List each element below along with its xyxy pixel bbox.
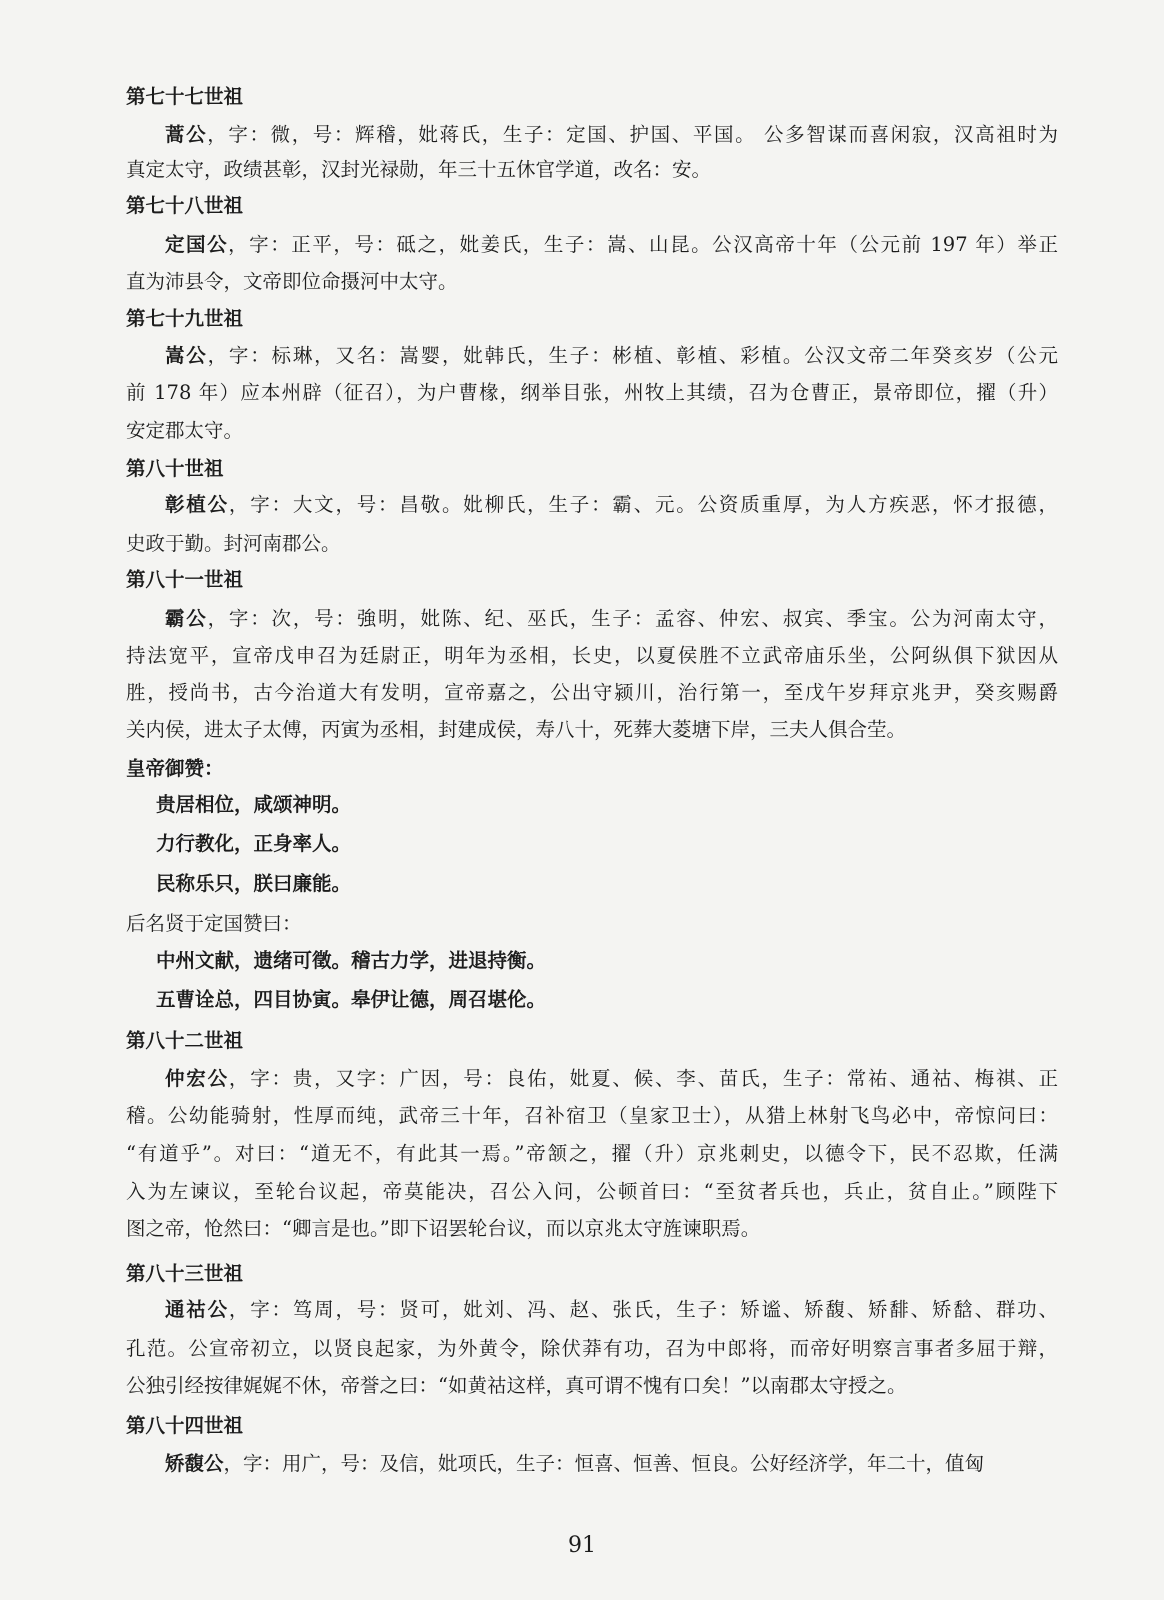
paragraph-line: “有道乎”。对曰：“道无不，有此其一焉。”帝颔之，擢（升）京兆刺史，以德令下，民不忍欺，任满 (126, 1142, 1058, 1165)
ancestor-name: 矫馥公 (165, 1452, 224, 1475)
paragraph-line: 安定郡太守。 (126, 419, 244, 442)
paragraph-first-line (165, 343, 1058, 369)
paragraph-first-line (165, 606, 1058, 632)
paragraph-text: ，字：用广，号：及信，妣项氏，生子：恒喜、恒善、恒良。公好经济学，年二十，值匈 (223, 1452, 985, 1475)
paragraph-first-line (165, 1066, 1058, 1092)
section-heading: 第七十九世祖 (126, 307, 244, 330)
paragraph-line: 入为左谏议，至轮台议起，帝莫能决，召公入问，公顿首曰：“至贫者兵也，兵止，贫自止。”顾陛下 (126, 1180, 1058, 1203)
ancestor-name: 彰植公 (165, 493, 229, 516)
page-number: 91 (568, 1533, 596, 1558)
intro-line: 后名贤于定国赞曰： (126, 912, 302, 935)
verse-line: 贵居相位，咸颂神明。 (156, 793, 352, 816)
section-heading: 第八十二世祖 (126, 1029, 244, 1052)
ancestor-name: 霸公 (165, 607, 208, 630)
paragraph-first-line (165, 232, 1058, 258)
verse-line: 五曹诠总，四目协寅。皋伊让德，周召堪伦。 (156, 988, 547, 1011)
paragraph-line: 关内侯，进太子太傅，丙寅为丞相，封建成侯，寿八十，死葬大菱塘下岸，三夫人俱合茔。 (126, 718, 907, 741)
ancestor-name: 定国公 (165, 233, 229, 256)
paragraph-first-line (165, 492, 1058, 518)
paragraph-line: 公独引经按律娓娓不休，帝誉之曰：“如黄祜这样，真可谓不愧有口矣！”以南郡太守授之。 (126, 1374, 907, 1397)
section-heading: 皇帝御赞： (126, 757, 224, 780)
ancestor-name: 通祜公 (165, 1298, 229, 1321)
verse-line: 力行教化，正身率人。 (156, 832, 352, 855)
section-heading: 第七十七世祖 (126, 85, 244, 108)
paragraph-text: ，字：笃周，号：贤可，妣刘、冯、赵、张氏，生子：矫谧、矫馥、矫馡、矫馠、群功、 (228, 1298, 1058, 1321)
section-heading: 第七十八世祖 (126, 194, 244, 217)
paragraph-text: ，字：贵，又字：广因，号：良佑，妣夏、候、李、苗氏，生子：常祐、通祜、梅祺、正 (228, 1067, 1058, 1090)
ancestor-name: 蒿公 (165, 123, 208, 146)
paragraph-line: 前 178 年）应本州辟（征召），为户曹椽，纲举目张，州牧上其绩，召为仓曹正，景帝即位，擢（升） (126, 381, 1058, 404)
paragraph-text: ，字：标琳，又名：嵩婴，妣韩氏，生子：彬植、彰植、彩植。公汉文帝二年癸亥岁（公元 (207, 344, 1058, 367)
paragraph-line: 孔范。公宣帝初立，以贤良起家，为外黄令，除伏莽有功，召为中郎将，而帝好明察言事者多屈于辩， (126, 1337, 1058, 1360)
paragraph-line: 胜，授尚书，古今治道大有发明，宣帝嘉之，公出守颍川，治行第一，至戊午岁拜京兆尹，癸亥赐爵 (126, 681, 1058, 704)
paragraph-line: 稽。公幼能骑射，性厚而纯，武帝三十年，召补宿卫（皇家卫士），从猎上林射飞鸟必中，帝惊问曰： (126, 1104, 1058, 1127)
paragraph-text: ，字：微，号：辉稽，妣蒋氏，生子：定国、护国、平国。 公多智谋而喜闲寂，汉高祖时为 (207, 123, 1058, 146)
paragraph-line: 真定太守，政绩甚彰，汉封光禄勋，年三十五休官学道，改名：安。 (126, 158, 712, 181)
section-heading: 第八十世祖 (126, 457, 224, 480)
section-heading: 第八十四世祖 (126, 1414, 244, 1437)
paragraph-first-line (165, 122, 1058, 148)
verse-line: 民称乐只，朕曰廉能。 (156, 872, 352, 895)
paragraph-line: 史政于勤。封河南郡公。 (126, 532, 341, 555)
paragraph-line: 持法宽平，宣帝戊申召为廷尉正，明年为丞相，长史，以夏侯胜不立武帝庙乐坐，公阿纵俱下狱因从 (126, 644, 1058, 667)
paragraph-first-line (165, 1451, 1058, 1477)
paragraph-first-line (165, 1297, 1058, 1323)
paragraph-text: ，字：正平，号：砥之，妣姜氏，生子：嵩、山昆。公汉高帝十年（公元前 197 年）举正 (228, 233, 1058, 256)
section-heading: 第八十一世祖 (126, 568, 244, 591)
paragraph-line: 直为沛县令，文帝即位命摄河中太守。 (126, 270, 458, 293)
section-heading: 第八十三世祖 (126, 1262, 244, 1285)
ancestor-name: 仲宏公 (165, 1067, 229, 1090)
verse-line: 中州文献，遗绪可徵。稽古力学，进退持衡。 (156, 949, 547, 972)
paragraph-line: 图之帝，怆然曰：“卿言是也。”即下诏罢轮台议，而以京兆太守旌谏职焉。 (126, 1217, 761, 1240)
paragraph-text: ，字：大文，号：昌敬。妣柳氏，生子：霸、元。公资质重厚，为人方疾恶，怀才报德， (228, 493, 1058, 516)
ancestor-name: 嵩公 (165, 344, 208, 367)
paragraph-text: ，字：次，号：強明，妣陈、纪、巫氏，生子：孟容、仲宏、叔宾、季宝。公为河南太守， (207, 607, 1058, 630)
